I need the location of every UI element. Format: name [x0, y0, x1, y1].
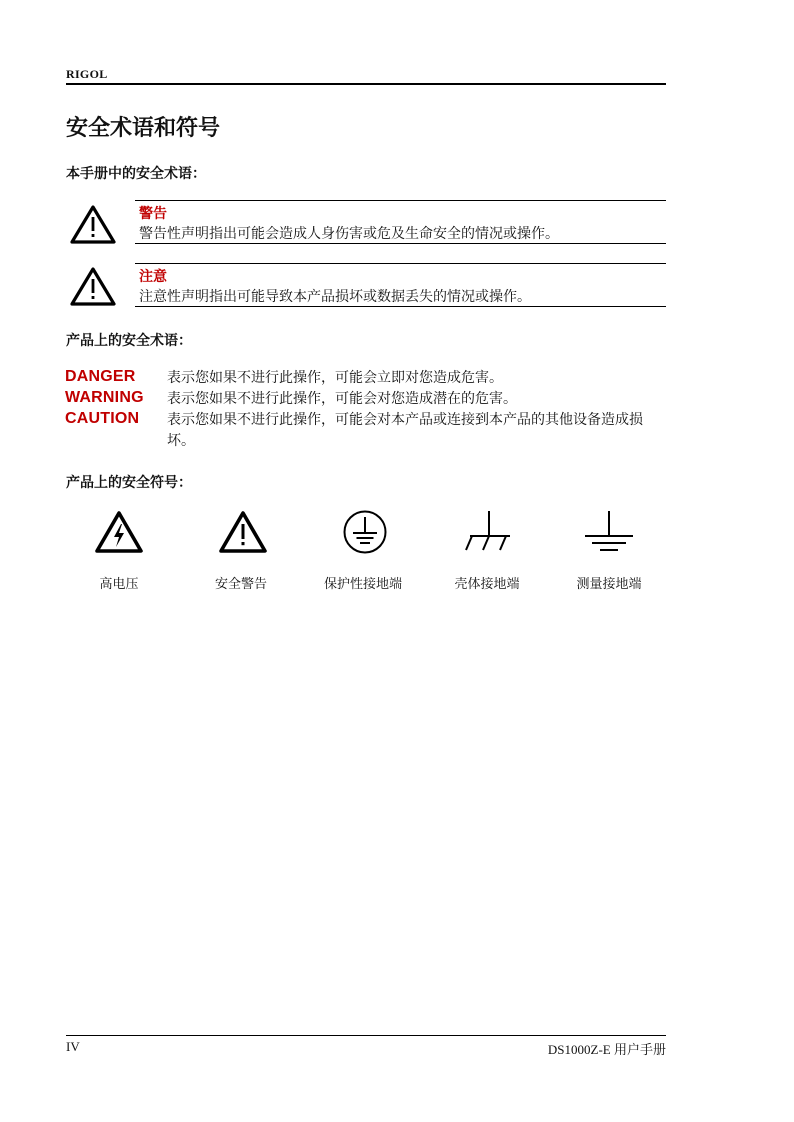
notice-warning-bottom-rule	[135, 243, 666, 244]
manual-terms-heading: 本手册中的安全术语：	[66, 166, 206, 182]
product-terms-heading: 产品上的安全术语：	[66, 333, 192, 349]
safety-warning-icon	[218, 510, 268, 554]
page-number: IV	[66, 1039, 80, 1054]
warning-triangle-icon	[70, 204, 116, 244]
symbol-label-high-voltage: 高电压	[99, 577, 139, 592]
notice-warning-top-rule	[135, 200, 666, 201]
chassis-ground-icon	[462, 508, 514, 554]
term-danger: DANGER	[65, 368, 136, 385]
symbol-label-safety-warning: 安全警告	[214, 577, 267, 592]
notice-warning-body: 警告性声明指出可能会造成人身伤害或危及生命安全的情况或操作。	[139, 226, 559, 242]
symbol-label-chassis-ground: 壳体接地端	[454, 577, 520, 592]
notice-caution-title: 注意	[139, 269, 167, 285]
footer-rule	[66, 1035, 666, 1036]
page-title: 安全术语和符号	[66, 116, 221, 141]
term-caution-desc: 表示您如果不进行此操作，可能会对本产品或连接到本产品的其他设备造成损坏。	[167, 412, 643, 449]
term-danger-desc: 表示您如果不进行此操作，可能会立即对您造成危害。	[167, 370, 503, 386]
term-caution: CAUTION	[65, 410, 140, 427]
product-symbols-heading: 产品上的安全符号：	[66, 475, 192, 491]
caution-triangle-icon	[70, 266, 116, 306]
manual-title: DS1000Z-E 用户手册	[547, 1042, 666, 1057]
measurement-ground-icon	[582, 508, 636, 554]
notice-caution-body: 注意性声明指出可能导致本产品损坏或数据丢失的情况或操作。	[139, 289, 531, 305]
header-rule	[66, 83, 666, 85]
symbol-label-measurement-ground: 测量接地端	[576, 577, 642, 592]
notice-caution-bottom-rule	[135, 306, 666, 307]
term-warning: WARNING	[65, 389, 144, 406]
protective-earth-icon	[342, 509, 388, 555]
term-warning-desc: 表示您如果不进行此操作，可能会对您造成潜在的危害。	[167, 391, 517, 407]
notice-warning-title: 警告	[139, 206, 167, 222]
header-brand: RIGOL	[66, 67, 108, 81]
symbol-label-protective-earth: 保护性接地端	[323, 577, 402, 592]
notice-caution-top-rule	[135, 263, 666, 264]
high-voltage-icon	[94, 510, 144, 554]
